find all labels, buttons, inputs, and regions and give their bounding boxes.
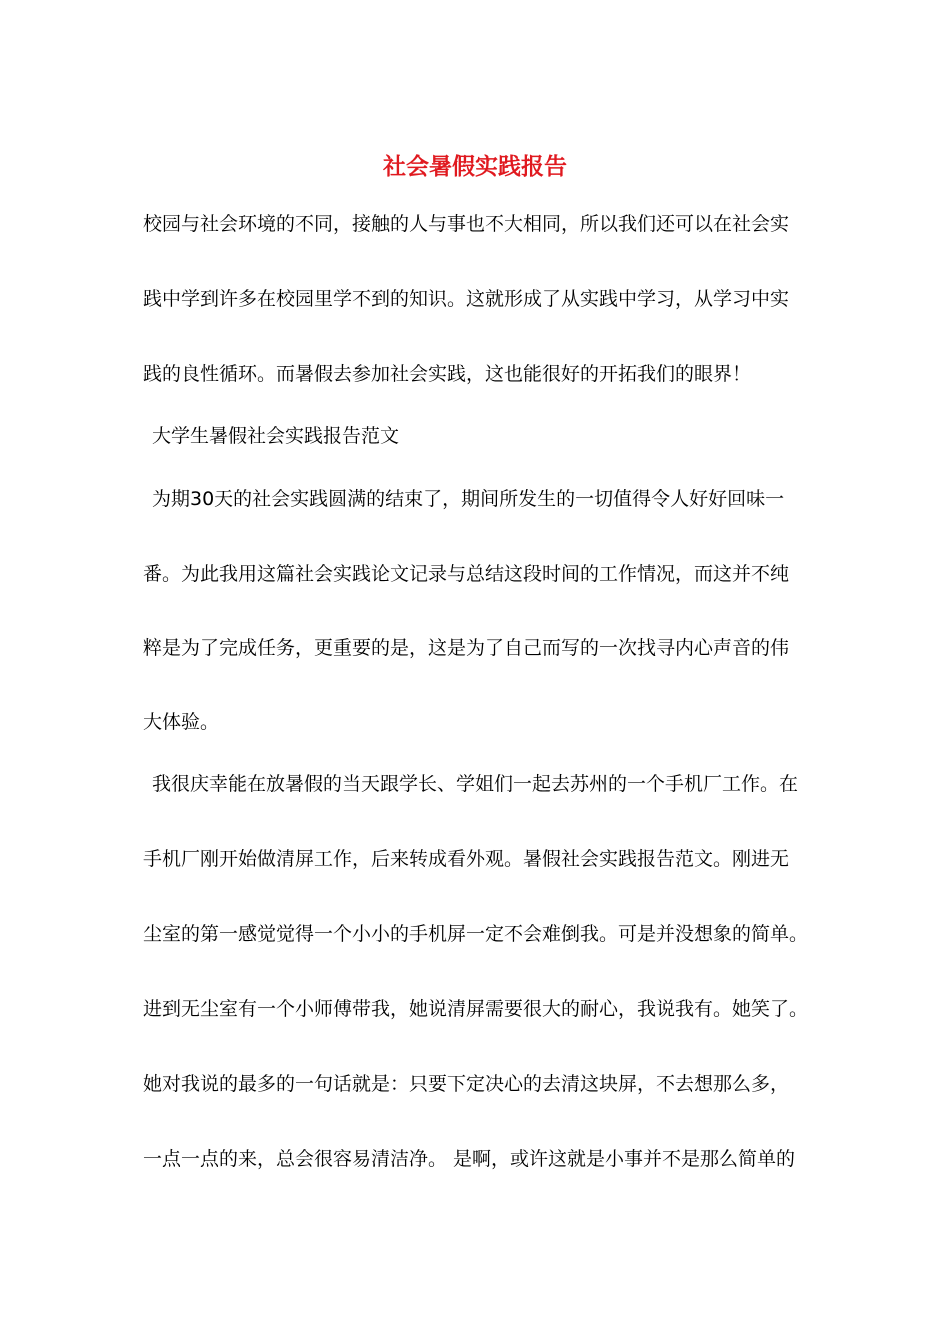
paragraph-line: 尘室的第一感觉觉得一个小小的手机屏一定不会难倒我。可是并没想象的简单。 <box>143 923 809 945</box>
paragraph-line: 进到无尘室有一个小师傅带我，她说清屏需要很大的耐心，我说我有。她笑了。 <box>143 998 809 1020</box>
paragraph-line: 践中学到许多在校园里学不到的知识。这就形成了从实践中学习，从学习中实 <box>143 288 790 310</box>
paragraph-line: 一点一点的来，总会很容易清洁净。 是啊，或许这就是小事并不是那么简单的 <box>143 1148 796 1170</box>
paragraph-line: 为期30天的社会实践圆满的结束了，期间所发生的一切值得令人好好回味一 <box>152 488 785 510</box>
section-heading: 大学生暑假社会实践报告范文 <box>152 425 400 447</box>
paragraph-line: 践的良性循环。而暑假去参加社会实践，这也能很好的开拓我们的眼界！ <box>143 363 752 385</box>
paragraph-line: 校园与社会环境的不同，接触的人与事也不大相同，所以我们还可以在社会实 <box>143 213 790 235</box>
paragraph-line: 番。为此我用这篇社会实践论文记录与总结这段时间的工作情况，而这并不纯 <box>143 563 790 585</box>
paragraph-line: 她对我说的最多的一句话就是：只要下定决心的去清这块屏，不去想那么多， <box>143 1073 790 1095</box>
paragraph-line: 粹是为了完成任务，更重要的是，这是为了自己而写的一次找寻内心声音的伟 <box>143 637 790 659</box>
paragraph-line: 大体验。 <box>143 711 220 733</box>
document-title: 社会暑假实践报告 <box>383 153 567 180</box>
paragraph-line: 手机厂刚开始做清屏工作，后来转成看外观。暑假社会实践报告范文。刚进无 <box>143 848 790 870</box>
paragraph-line: 我很庆幸能在放暑假的当天跟学长、学姐们一起去苏州的一个手机厂工作。在 <box>152 773 799 795</box>
